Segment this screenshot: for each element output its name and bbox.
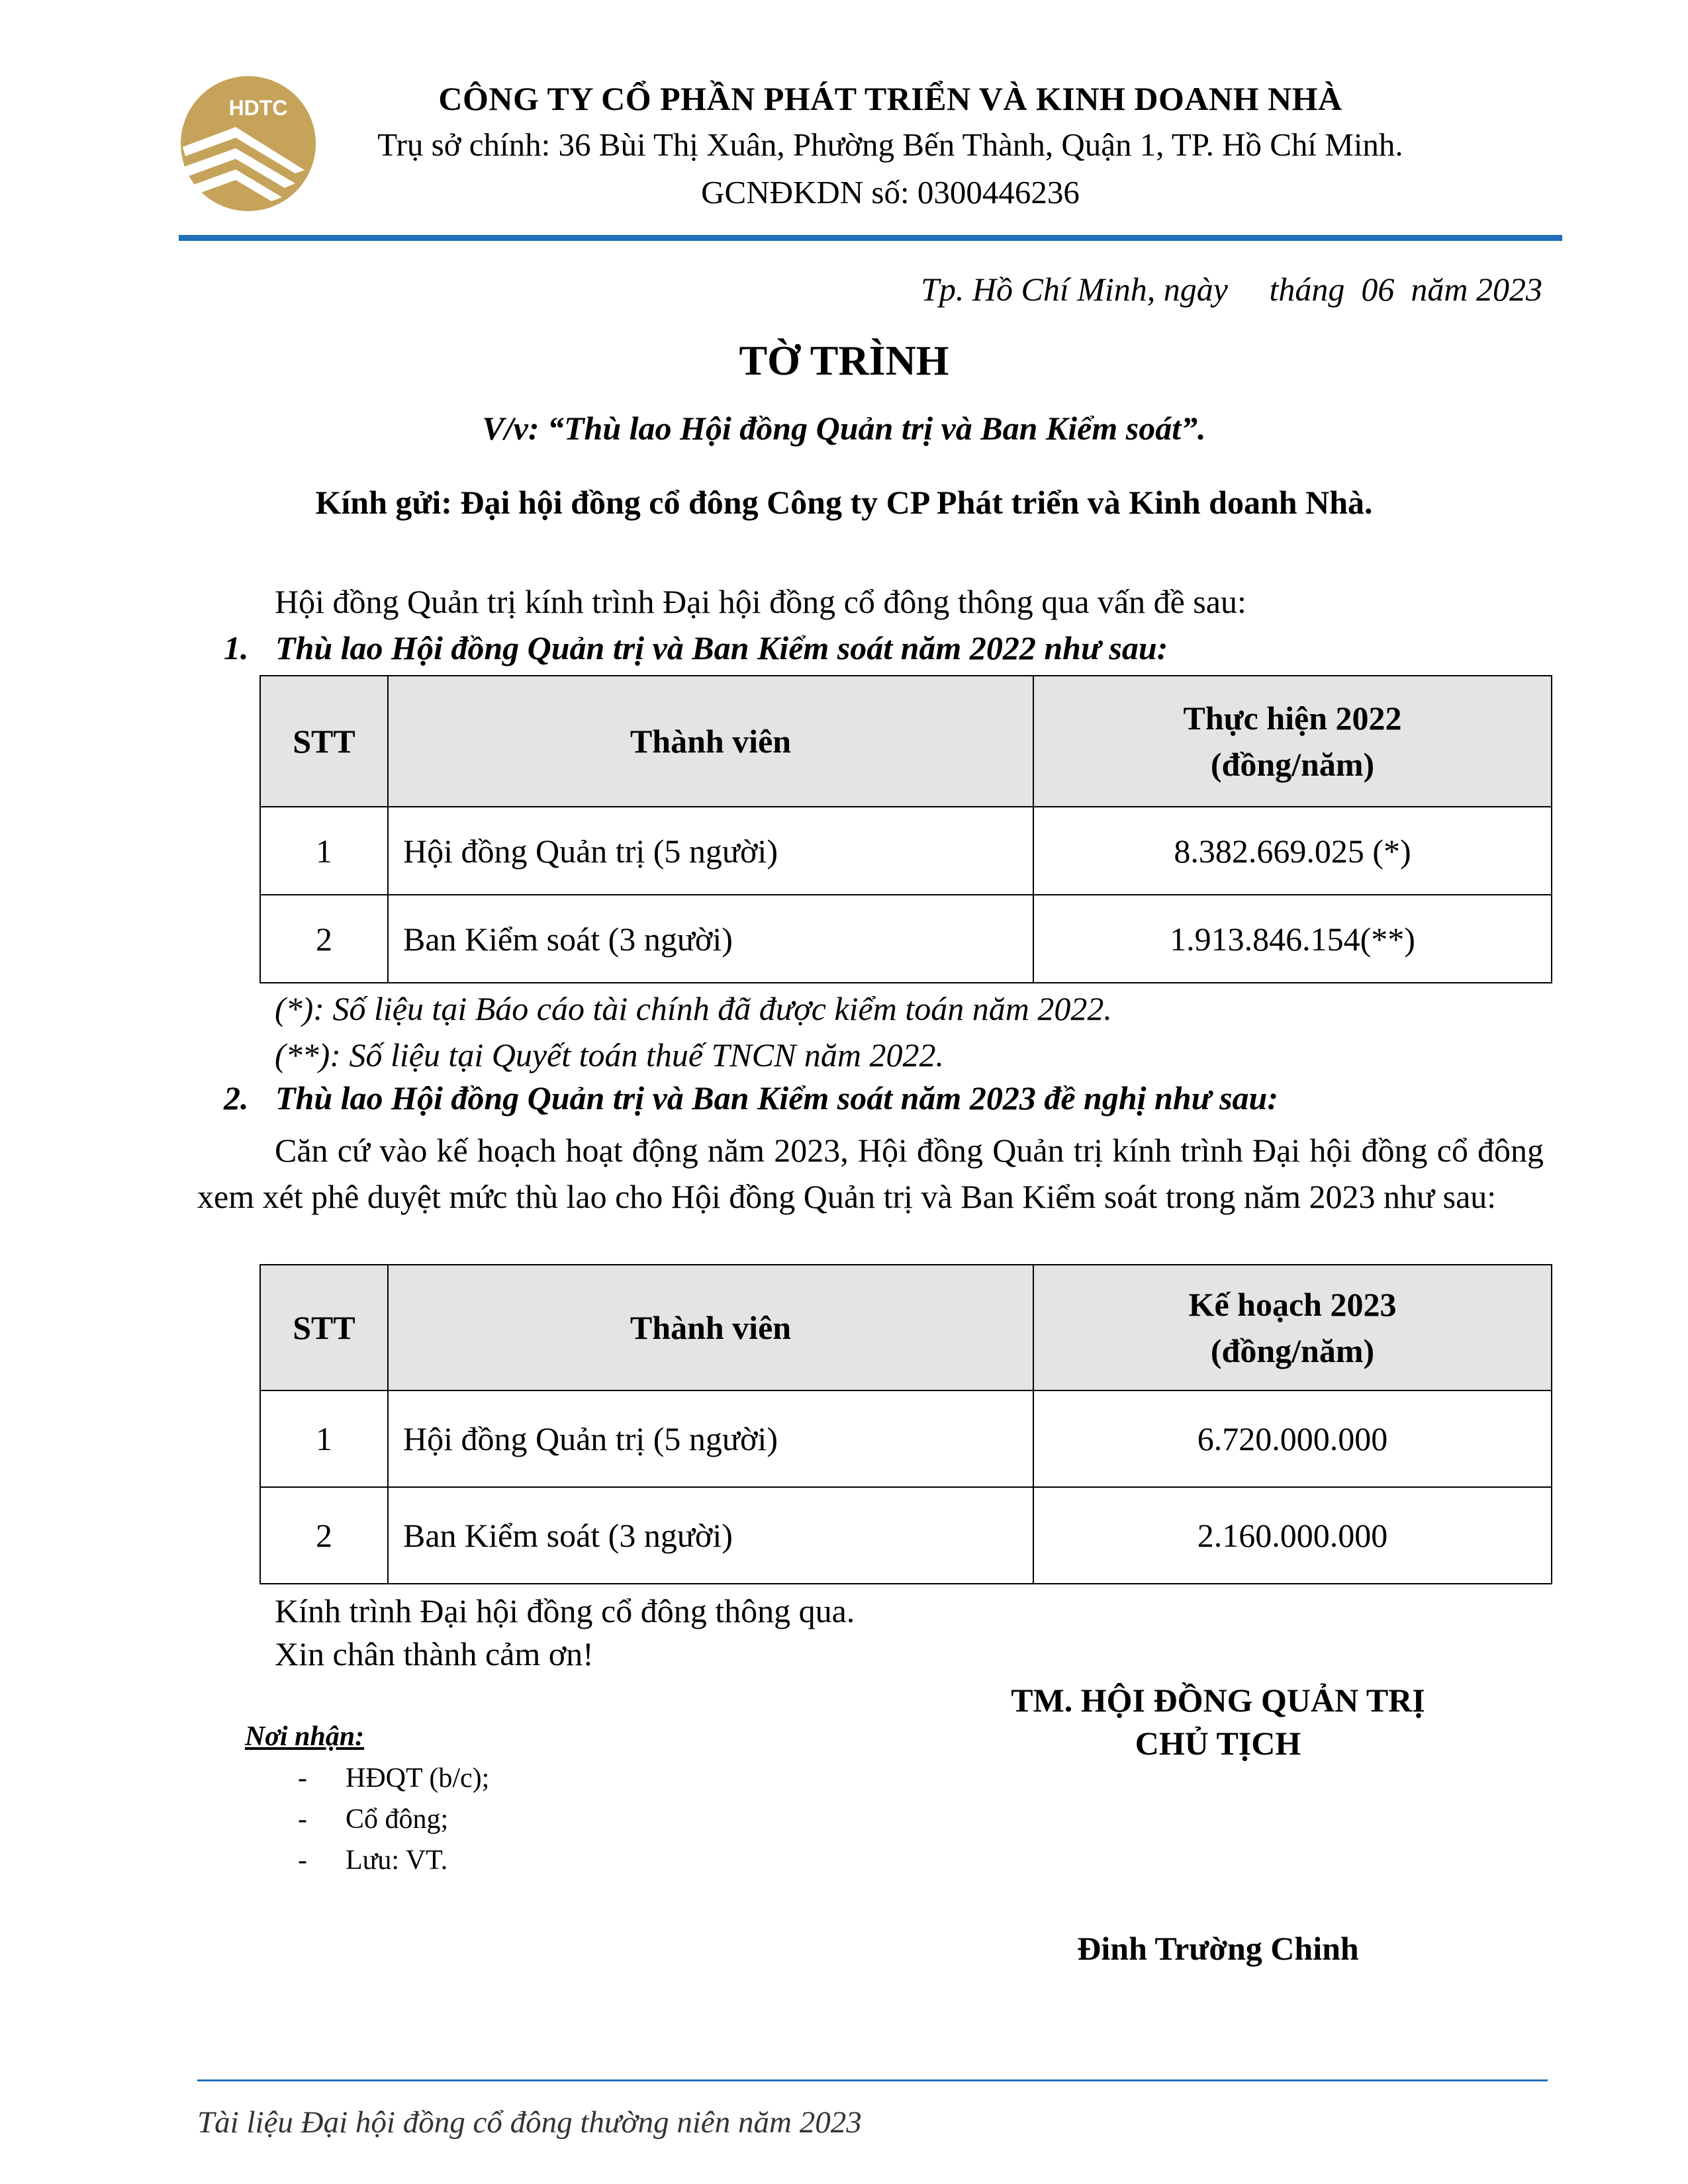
intro-text: Hội đồng Quản trị kính trình Đại hội đồng cổ đông thông qua vấn đề sau: xyxy=(275,583,1246,620)
header-value-line1: Thực hiện 2022 xyxy=(1183,700,1402,737)
row-member: Hội đồng Quản trị (5 người) xyxy=(388,1390,1033,1487)
table-header-row xyxy=(260,1265,1552,1390)
bullet-dash: - xyxy=(298,1845,307,1876)
section-1-title: Thù lao Hội đồng Quản trị và Ban Kiểm soát năm 2022 như sau: xyxy=(275,629,1168,666)
section-2-heading xyxy=(224,1079,1278,1117)
row-stt: 2 xyxy=(260,895,388,983)
header-value xyxy=(1033,676,1552,807)
remuneration-2023-table xyxy=(259,1264,1552,1584)
recipient-item xyxy=(298,1762,489,1794)
header-member: Thành viên xyxy=(388,676,1033,807)
recipients-label: Nơi nhận: xyxy=(245,1721,365,1752)
row-value: 6.720.000.000 xyxy=(1033,1390,1552,1487)
remuneration-2022-table xyxy=(259,675,1552,983)
row-stt: 1 xyxy=(260,807,388,895)
signer-name: Đinh Trường Chinh xyxy=(1077,1930,1359,1967)
row-stt: 1 xyxy=(260,1390,388,1487)
recipient-text: Cổ đông; xyxy=(346,1804,449,1835)
table-row xyxy=(260,807,1552,895)
header-value-line2: (đồng/năm) xyxy=(1210,1332,1375,1369)
row-member: Ban Kiểm soát (3 người) xyxy=(388,895,1033,983)
row-member: Hội đồng Quản trị (5 người) xyxy=(388,807,1033,895)
row-member: Ban Kiểm soát (3 người) xyxy=(388,1487,1033,1584)
footnote-1: (*): Số liệu tại Báo cáo tài chính đã được kiểm toán năm 2022. xyxy=(275,990,1112,1027)
section-2-number: 2. xyxy=(224,1079,249,1116)
header-stt: STT xyxy=(260,676,388,807)
row-value: 8.382.669.025 (*) xyxy=(1033,807,1552,895)
bullet-dash: - xyxy=(298,1804,307,1835)
table-row xyxy=(260,1390,1552,1487)
footnote-2: (**): Số liệu tại Quyết toán thuế TNCN năm 2022. xyxy=(275,1036,945,1073)
recipient-text: Lưu: VT. xyxy=(346,1845,448,1876)
table-row xyxy=(260,1487,1552,1584)
closing-line-2: Xin chân thành cảm ơn! xyxy=(275,1635,594,1672)
document-recipient: Kính gửi: Đại hội đồng cổ đông Công ty CP Phát triển và Kinh doanh Nhà. xyxy=(315,484,1373,521)
business-registration: GCNĐKDN số: 0300446236 xyxy=(701,174,1080,210)
header-value xyxy=(1033,1265,1552,1390)
section-2-paragraph: Căn cứ vào kế hoạch hoạt động năm 2023, Hội đồng Quản trị kính trình Đại hội đồng cổ đông xem xét phê duyệt mức thù lao cho Hội đồng Quản trị và Ban Kiểm soát trong năm 2023 như sau: xyxy=(197,1132,1544,1215)
recipient-item xyxy=(298,1844,447,1876)
table-row xyxy=(260,895,1552,983)
document-title: TỜ TRÌNH xyxy=(739,337,949,384)
logo-text: HDTC xyxy=(228,96,288,120)
header-stt: STT xyxy=(260,1265,388,1390)
header-member: Thành viên xyxy=(388,1265,1033,1390)
section-1-heading xyxy=(224,629,1168,667)
bullet-dash: - xyxy=(298,1763,307,1794)
row-value: 2.160.000.000 xyxy=(1033,1487,1552,1584)
section-2-title: Thù lao Hội đồng Quản trị và Ban Kiểm soát năm 2023 đề nghị như sau: xyxy=(275,1079,1279,1116)
footer-text: Tài liệu Đại hội đồng cổ đông thường niên năm 2023 xyxy=(197,2105,862,2140)
header-value-line2: (đồng/năm) xyxy=(1210,746,1375,783)
row-value: 1.913.846.154(**) xyxy=(1033,895,1552,983)
signature-role-chairman: CHỦ TỊCH xyxy=(1135,1725,1301,1762)
recipient-item xyxy=(298,1803,448,1835)
row-stt: 2 xyxy=(260,1487,388,1584)
document-subject: V/v: “Thù lao Hội đồng Quản trị và Ban Kiểm soát”. xyxy=(482,410,1206,447)
header-divider xyxy=(179,235,1562,241)
signature-role-board: TM. HỘI ĐỒNG QUẢN TRỊ xyxy=(1011,1682,1425,1719)
footer-divider xyxy=(197,2079,1548,2081)
company-name: CÔNG TY CỔ PHẦN PHÁT TRIỂN VÀ KINH DOANH NHÀ xyxy=(438,80,1342,117)
section-1-number: 1. xyxy=(224,629,249,666)
closing-line-1: Kính trình Đại hội đồng cổ đông thông qua. xyxy=(275,1592,855,1629)
date-line: Tp. Hồ Chí Minh, ngày tháng 06 năm 2023 xyxy=(921,271,1542,308)
table-header-row xyxy=(260,676,1552,807)
recipient-text: HĐQT (b/c); xyxy=(346,1763,490,1794)
header-value-line1: Kế hoạch 2023 xyxy=(1188,1286,1397,1323)
company-address: Trụ sở chính: 36 Bùi Thị Xuân, Phường Bến Thành, Quận 1, TP. Hồ Chí Minh. xyxy=(377,126,1403,163)
